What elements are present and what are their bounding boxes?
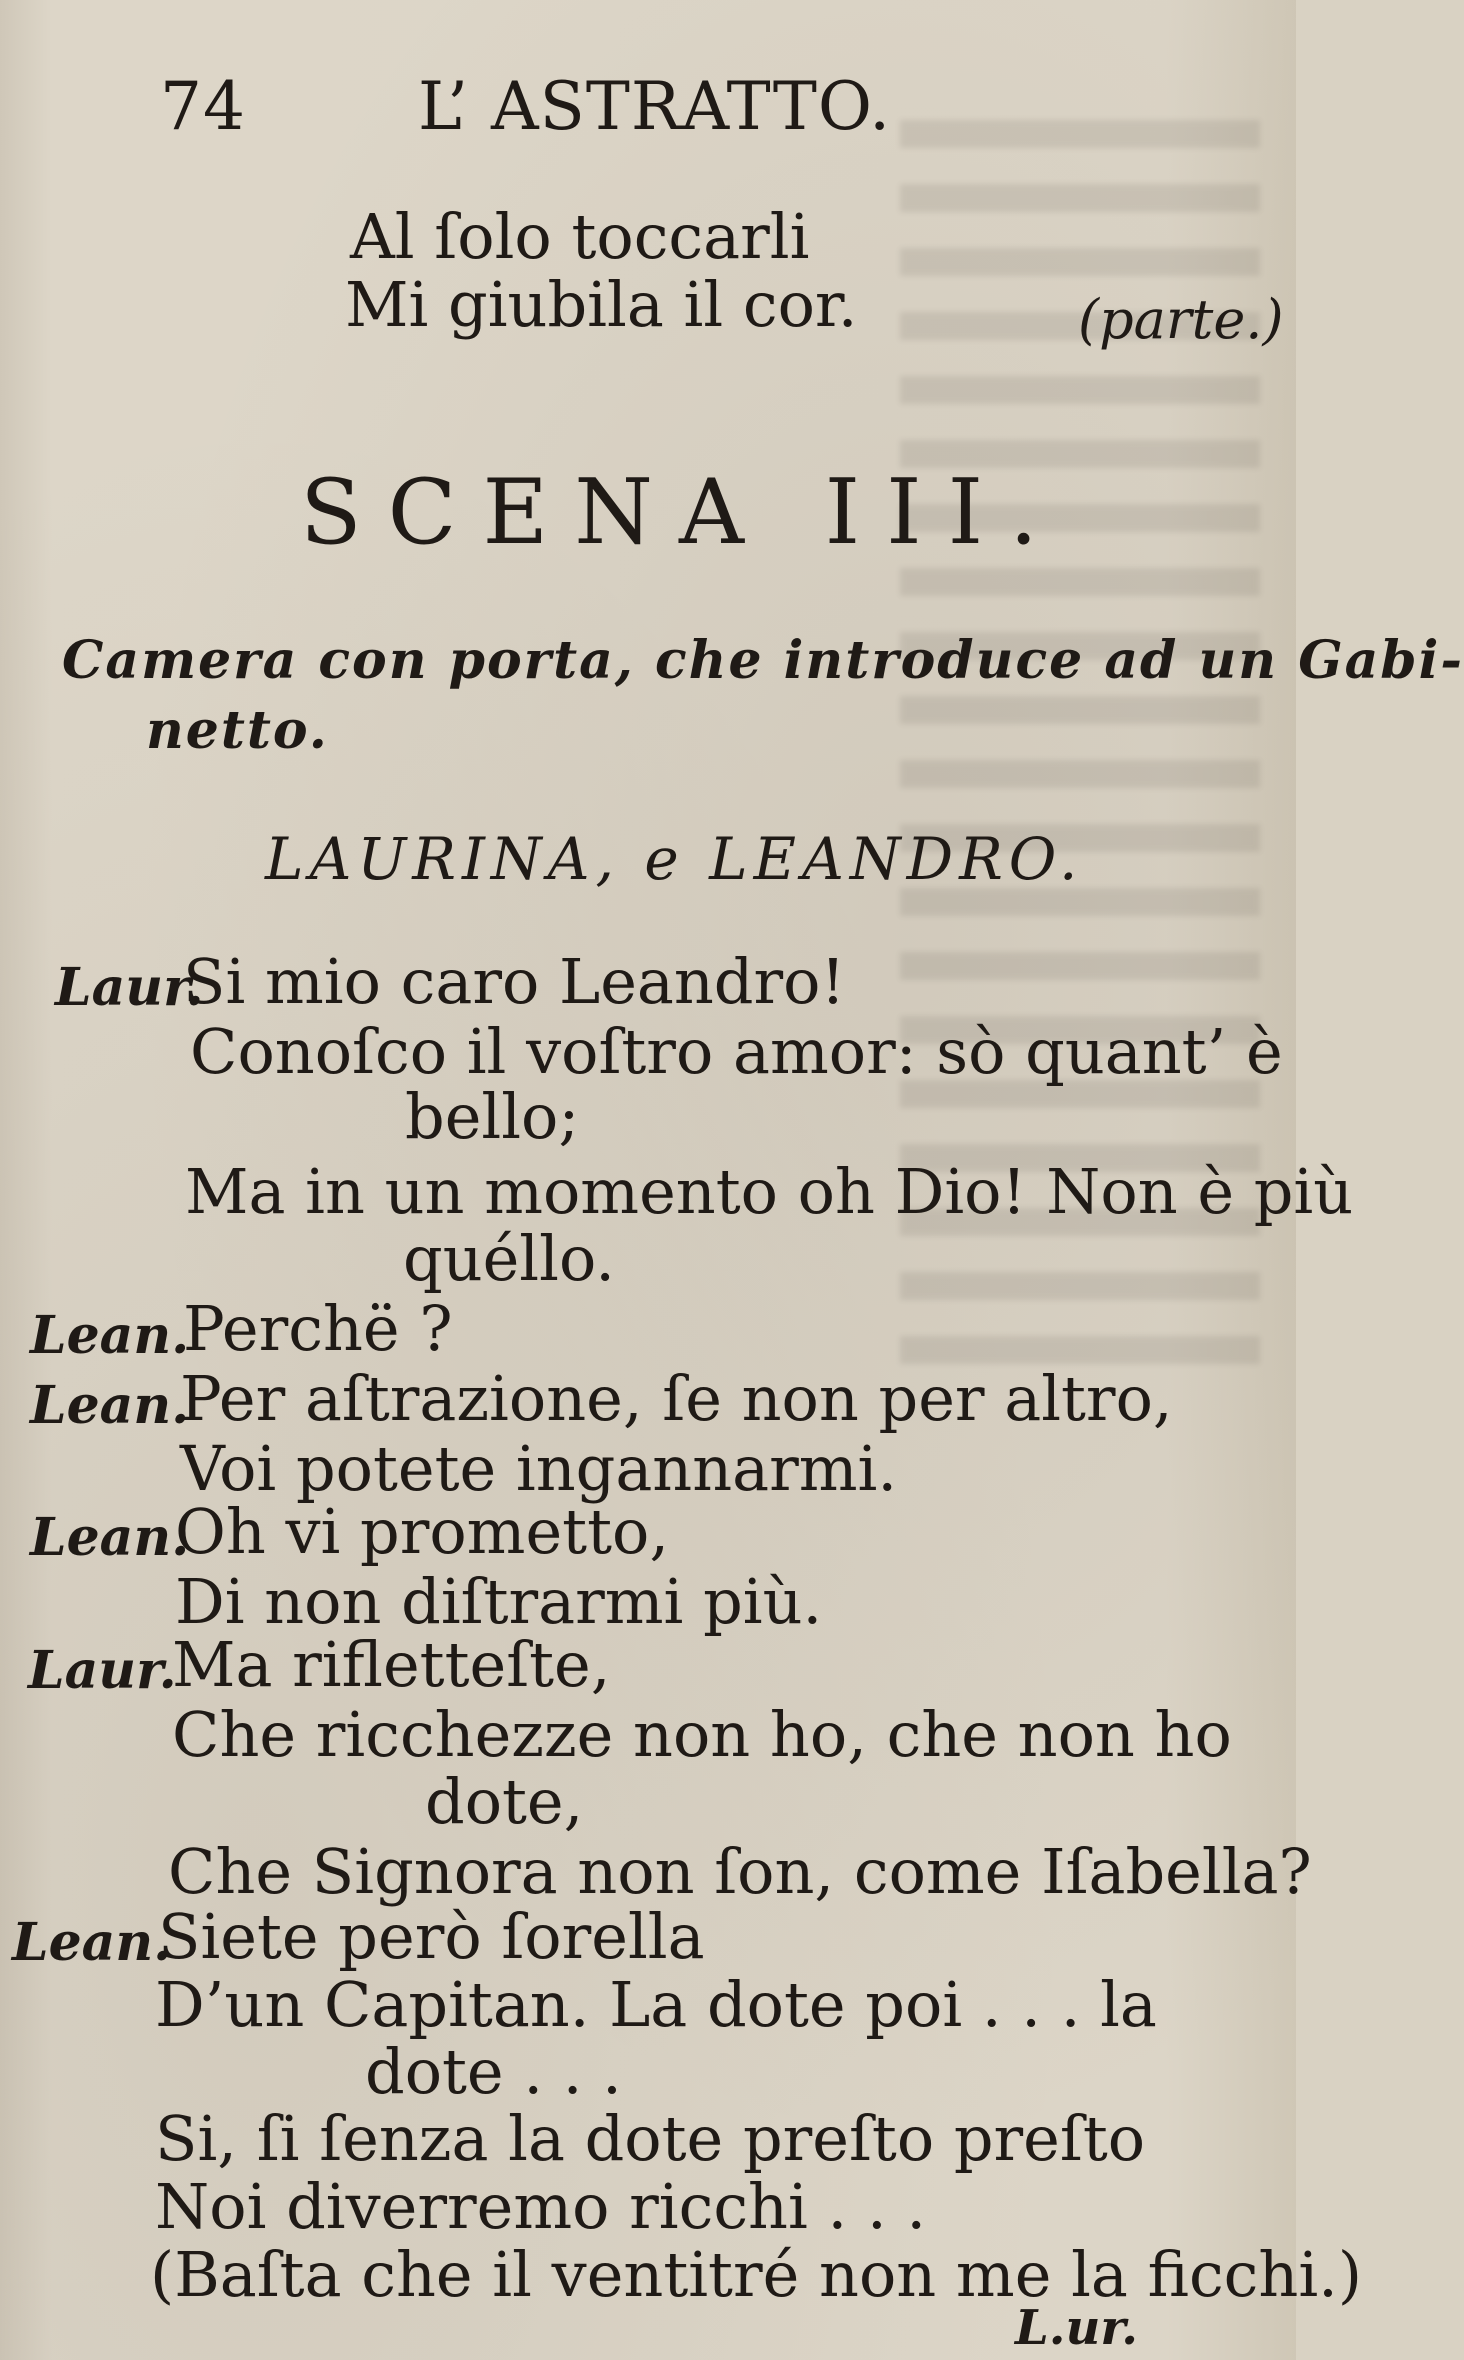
scene-title: SCENA III. (300, 460, 1064, 565)
dialogue-line: quéllo. (403, 1222, 615, 1295)
verse-line: Mi giubila il cor. (345, 268, 858, 341)
dialogue-line: Che ricchezze non ho, che non ho (172, 1698, 1232, 1771)
speaker-label: Lean. (12, 1912, 172, 1973)
speaker-label: Lean. (30, 1305, 190, 1366)
running-title: L’ ASTRATTO. (418, 68, 892, 145)
dialogue-line: (Baſta che il ventitré non me la ficchi.) (150, 2238, 1363, 2311)
dialogue-line: bello; (405, 1080, 580, 1153)
character-list: LAURINA, e LEANDRO. (265, 825, 1084, 893)
stage-direction-exit: (parte.) (1078, 288, 1284, 351)
speaker-label: Lean. (30, 1375, 190, 1436)
dialogue-line: dote, (425, 1765, 584, 1838)
dialogue-line: Di non diſtrarmi più. (175, 1565, 823, 1638)
dialogue-line: Perchë ? (183, 1292, 453, 1365)
dialogue-line: Voi potete ingannarmi. (180, 1432, 898, 1505)
dialogue-line: D’un Capitan. La dote poi . . . la (155, 1968, 1157, 2041)
dialogue-line: Che Signora non ſon, come Iſabella? (168, 1835, 1312, 1908)
dialogue-line: Siete però ſorella (158, 1900, 705, 1973)
dialogue-line: dote . . . (365, 2035, 622, 2108)
catchword: L.ur. (1015, 2300, 1138, 2356)
page-number: 74 (160, 68, 246, 145)
dialogue-line: Noi diverremo ricchi . . . (155, 2170, 927, 2243)
dialogue-line: Oh vi prometto, (175, 1495, 670, 1568)
stage-direction-cont: netto. (146, 700, 329, 761)
speaker-label: Laur. (28, 1640, 177, 1701)
dialogue-line: Ma in un momento oh Dio! Non è più (185, 1155, 1354, 1228)
dialogue-line: Conoſco il voſtro amor: sò quant’ è (190, 1015, 1283, 1088)
verse-line: Al ſolo toccarli (350, 200, 810, 273)
dialogue-line: Si mio caro Leandro! (183, 945, 846, 1018)
stage-direction: Camera con porta, che introduce ad un Gabi- (62, 630, 1464, 691)
dialogue-line: Ma rifletteſte, (172, 1628, 611, 1701)
dialogue-line: Per aſtrazione, ſe non per altro, (180, 1362, 1173, 1435)
speaker-label: Laur. (55, 957, 204, 1018)
speaker-label: Lean. (30, 1507, 190, 1568)
dialogue-line: Si, ſi ſenza la dote preſto preſto (155, 2102, 1146, 2175)
